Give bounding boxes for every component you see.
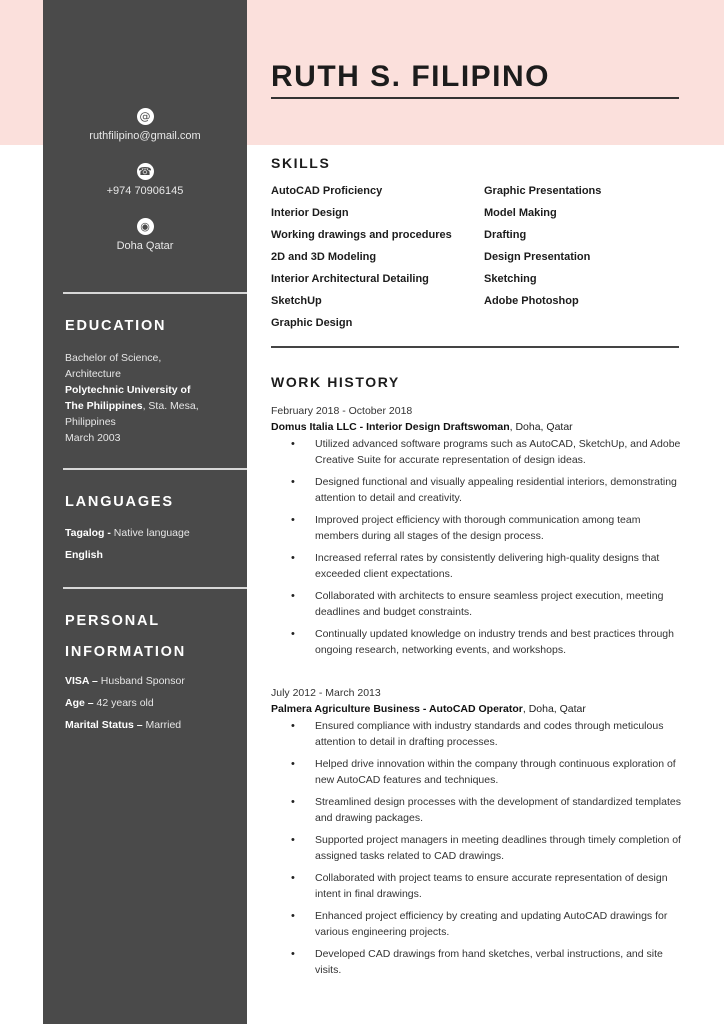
education-heading: EDUCATION <box>65 318 167 334</box>
job-location: , Doha, Qatar <box>522 703 586 715</box>
sidebar-divider <box>63 292 247 294</box>
language-name: English <box>65 549 103 561</box>
skill-item: Interior Architectural Detailing <box>271 273 429 285</box>
job-bullet: • Ensured compliance with industry standards and codes through meticulous attention to detail in drafting processes. <box>291 718 681 750</box>
personal-label: Age – <box>65 697 94 709</box>
section-divider <box>271 346 679 348</box>
language-item <box>65 525 190 541</box>
job-title: Palmera Agriculture Business - AutoCAD Operator <box>271 703 523 715</box>
job-bullet: • Increased referral rates by consistently delivering high-quality designs that exceeded client expectations. <box>291 550 681 582</box>
personal-label: VISA – <box>65 675 98 687</box>
sidebar-divider <box>63 468 247 470</box>
sidebar <box>43 0 247 1024</box>
education-degree-line1: Bachelor of Science, <box>65 352 162 364</box>
skill-item: Drafting <box>484 229 527 241</box>
contact-location <box>43 218 247 252</box>
work-history-heading: WORK HISTORY <box>271 374 400 390</box>
skill-item: Adobe Photoshop <box>484 295 579 307</box>
education-school-line2 <box>65 398 199 414</box>
job-title-line <box>271 703 586 715</box>
job-bullet: • Streamlined design processes with the development of standardized templates and drawing packages. <box>291 794 681 826</box>
personal-value: 42 years old <box>93 697 154 709</box>
language-item <box>65 547 103 563</box>
skill-item: Graphic Design <box>271 317 353 329</box>
job-bullet: • Improved project efficiency with thorough communication among team members during all stages of the design process. <box>291 512 681 544</box>
education-degree-line2: Architecture <box>65 368 122 380</box>
job-bullet: • Developed CAD drawings from hand sketches, verbal instructions, and site visits. <box>291 946 681 978</box>
skill-item: Model Making <box>484 207 557 219</box>
job-bullet: • Supported project managers in meeting deadlines through timely completion of assigned tasks related to CAD drawings. <box>291 832 681 864</box>
email-text: ruthfilipino@gmail.com <box>89 130 201 142</box>
job-bullet-list <box>291 718 681 984</box>
school-name-part1: Polytechnic University of <box>65 384 191 396</box>
personal-value: Husband Sponsor <box>97 675 185 687</box>
education-school-line1 <box>65 382 190 398</box>
languages-heading: LANGUAGES <box>65 494 174 510</box>
job-bullet: • Enhanced project efficiency by creating and updating AutoCAD drawings for various engineering projects. <box>291 908 681 940</box>
job-bullet: • Utilized advanced software programs such as AutoCAD, SketchUp, and Adobe Creative Suite for accurate representation of design ideas. <box>291 436 681 468</box>
job-bullet: • Continually updated knowledge on industry trends and best practices through ongoing research, networking events, and workshops. <box>291 626 681 658</box>
skill-item: Graphic Presentations <box>484 185 602 197</box>
phone-icon: ☎ <box>138 165 152 178</box>
personal-heading-line1: PERSONAL <box>65 613 160 629</box>
education-school-line3: Philippines <box>65 416 116 428</box>
job-bullet: • Collaborated with architects to ensure seamless project execution, meeting deadlines and budget constraints. <box>291 588 681 620</box>
personal-heading-line2: INFORMATION <box>65 644 187 660</box>
location-pin-icon: ◉ <box>137 218 154 235</box>
job-bullet: • Helped drive innovation within the company through continuous exploration of new AutoCAD features and techniques. <box>291 756 681 788</box>
education-date: March 2003 <box>65 432 121 444</box>
job-dates: February 2018 - October 2018 <box>271 405 413 417</box>
personal-item <box>65 695 154 711</box>
contact-email[interactable] <box>43 108 247 142</box>
skill-item: Design Presentation <box>484 251 591 263</box>
skill-item: SketchUp <box>271 295 322 307</box>
personal-item <box>65 717 181 733</box>
email-icon: @ <box>137 108 154 125</box>
job-bullet: • Designed functional and visually appealing residential interiors, demonstrating attention to detail and creativity. <box>291 474 681 506</box>
job-bullet: • Collaborated with project teams to ensure accurate representation of design intent in final drawings. <box>291 870 681 902</box>
job-dates: July 2012 - March 2013 <box>271 687 381 699</box>
location-text: Doha Qatar <box>116 240 174 252</box>
school-location: , Sta. Mesa, <box>142 400 199 412</box>
job-title-line <box>271 421 573 433</box>
job-title: Domus Italia LLC - Interior Design Draftswoman <box>271 421 510 433</box>
personal-label: Marital Status – <box>65 719 143 731</box>
contact-phone[interactable] <box>43 163 247 197</box>
skills-heading: SKILLS <box>271 155 331 171</box>
skill-item: Sketching <box>484 273 537 285</box>
skill-item: Interior Design <box>271 207 349 219</box>
personal-item <box>65 673 185 689</box>
skill-item: 2D and 3D Modeling <box>271 251 377 263</box>
job-bullet-list <box>291 436 681 664</box>
name-underline <box>271 97 679 99</box>
skill-item: Working drawings and procedures <box>271 229 452 241</box>
sidebar-divider <box>63 587 247 589</box>
language-name: Tagalog - <box>65 527 111 539</box>
phone-text: +974 70906145 <box>106 185 184 197</box>
candidate-name: RUTH S. FILIPINO <box>271 60 550 93</box>
skill-item: AutoCAD Proficiency <box>271 185 383 197</box>
language-level: Native language <box>110 527 190 539</box>
personal-value: Married <box>142 719 182 731</box>
job-location: , Doha, Qatar <box>509 421 573 433</box>
school-name-part2: The Philippines <box>65 400 143 412</box>
